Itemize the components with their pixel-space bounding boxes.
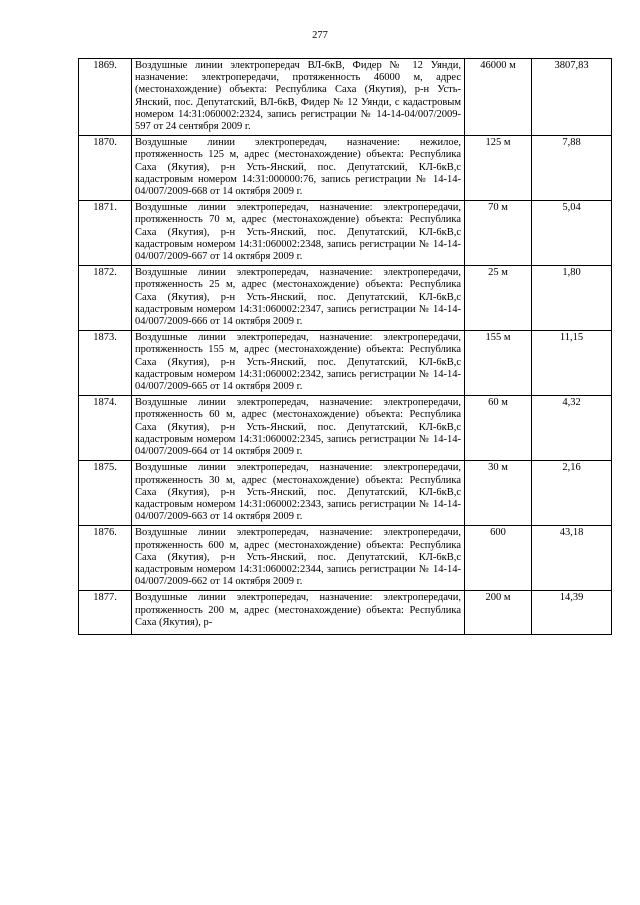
row-description: Воздушные линии электропередач, назначение: электропередачи, протяженность 60 м, адрес (местонахождение) объекта: Республика Саха (Якутия), р-н Усть-Янский, пос. Депутатский, КЛ-6кВ,с кадастровым номером 14:31:060002:2345, запись регистрации № 14-14-04/007/2009-664 от 14 октября 2009 г.	[132, 396, 465, 461]
row-value: 4,32	[532, 396, 612, 461]
table-row	[79, 266, 612, 331]
row-length: 60 м	[465, 396, 532, 461]
row-length: 46000 м	[465, 59, 532, 136]
row-length: 600	[465, 526, 532, 591]
row-number: 1875.	[79, 461, 132, 526]
table-row	[79, 136, 612, 201]
property-registry-table	[78, 58, 612, 635]
row-number: 1870.	[79, 136, 132, 201]
row-number: 1871.	[79, 201, 132, 266]
row-value: 2,16	[532, 461, 612, 526]
row-value: 7,88	[532, 136, 612, 201]
row-description: Воздушные линии электропередач, назначение: электропередачи, протяженность 70 м, адрес (местонахождение) объекта: Республика Саха (Якутия), р-н Усть-Янский, пос. Депутатский, КЛ-6кВ,с кадастровым номером 14:31:060002:2348, запись регистрации № 14-14-04/007/2009-667 от 14 октября 2009 г.	[132, 201, 465, 266]
row-value: 3807,83	[532, 59, 612, 136]
row-value: 43,18	[532, 526, 612, 591]
row-value: 1,80	[532, 266, 612, 331]
table-row	[79, 59, 612, 136]
table-row	[79, 201, 612, 266]
row-length: 25 м	[465, 266, 532, 331]
page-number: 277	[312, 30, 328, 41]
table-row	[79, 591, 612, 635]
row-number: 1872.	[79, 266, 132, 331]
table-row	[79, 331, 612, 396]
table-row	[79, 526, 612, 591]
row-description: Воздушные линии электропередач, назначение: электропередачи, протяженность 30 м, адрес (местонахождение) объекта: Республика Саха (Якутия), р-н Усть-Янский, пос. Депутатский, КЛ-6кВ,с кадастровым номером 14:31:060002:2343, запись регистрации № 14-14-04/007/2009-663 от 14 октября 2009 г.	[132, 461, 465, 526]
row-description	[132, 591, 465, 635]
row-length: 125 м	[465, 136, 532, 201]
table-row	[79, 461, 612, 526]
row-value: 14,39	[532, 591, 612, 635]
table-row	[79, 396, 612, 461]
row-length: 155 м	[465, 331, 532, 396]
row-length: 30 м	[465, 461, 532, 526]
row-description: Воздушные линии электропередач, назначение: электропередачи, протяженность 155 м, адрес (местонахождение) объекта: Республика Саха (Якутия), р-н Усть-Янский, пос. Депутатский, КЛ-6кВ,с кадастровым номером 14:31:060002:2342, запись регистрации № 14-14-04/007/2009-665 от 14 октября 2009 г.	[132, 331, 465, 396]
row-value: 11,15	[532, 331, 612, 396]
row-number: 1873.	[79, 331, 132, 396]
row-number: 1876.	[79, 526, 132, 591]
row-description: Воздушные линии электропередач ВЛ-6кВ, Фидер № 12 Уянди, назначение: электропередачи, протяженность 46000 м, адрес (местонахождение) объекта: Республика Саха (Якутия), р-н Усть-Янский, пос. Депутатский, ВЛ-6кВ, Фидер № 12 Уянди, с кадастровым номером 14:31:060002:2324, запись регистрации № 14-14-04/007/2009-597 от 24 сентября 2009 г.	[132, 59, 465, 136]
row-description: Воздушные линии электропередач, назначение: нежилое, протяженность 125 м, адрес (местонахождение) объекта: Республика Саха (Якутия), р-н Усть-Янский, пос. Депутатский, КЛ-6кВ,с кадастровым номером 14:31:000000:76, запись регистрации № 14-14-04/007/2009-668 от 14 октября 2009 г.	[132, 136, 465, 201]
row-number: 1874.	[79, 396, 132, 461]
row-description: Воздушные линии электропередач, назначение: электропередачи, протяженность 600 м, адрес (местонахождение) объекта: Республика Саха (Якутия), р-н Усть-Янский, пос. Депутатский, КЛ-6кВ,с кадастровым номером 14:31:060002:2344, запись регистрации № 14-14-04/007/2009-662 от 14 октября 2009 г.	[132, 526, 465, 591]
row-length: 70 м	[465, 201, 532, 266]
row-number: 1869.	[79, 59, 132, 136]
row-value: 5,04	[532, 201, 612, 266]
row-length: 200 м	[465, 591, 532, 635]
row-number: 1877.	[79, 591, 132, 635]
row-description-text: Воздушные линии электропередач, назначение: электропередачи, протяженность 200 м, адрес (местонахождение) объекта: Республика Саха (Якутия), р-	[135, 592, 461, 628]
row-description: Воздушные линии электропередач, назначение: электропередачи, протяженность 25 м, адрес (местонахождение) объекта: Республика Саха (Якутия), р-н Усть-Янский, пос. Депутатский, КЛ-6кВ,с кадастровым номером 14:31:060002:2347, запись регистрации № 14-14-04/007/2009-666 от 14 октября 2009 г.	[132, 266, 465, 331]
